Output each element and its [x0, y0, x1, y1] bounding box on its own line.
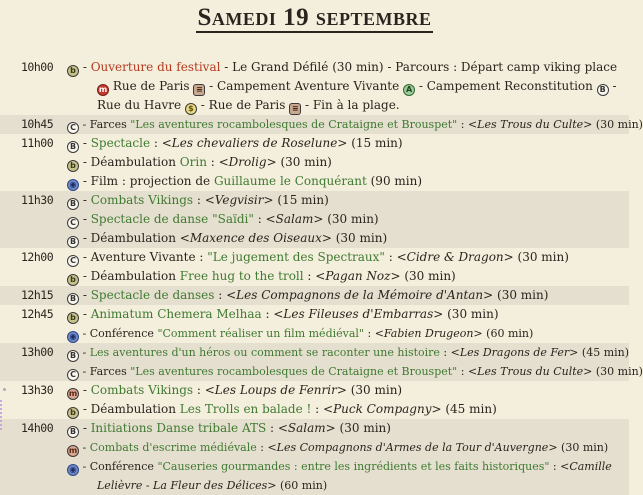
event-line	[0, 210, 629, 229]
event-line	[0, 115, 643, 134]
event-text: (15 min)	[273, 193, 329, 207]
event-text: :	[384, 250, 397, 264]
event-text: - Rue de Paris	[196, 98, 290, 112]
time-label: 10h00	[21, 60, 54, 74]
event-text: <Vegvisir>	[204, 193, 274, 207]
location-marker-icon: B	[67, 141, 79, 153]
event-text: :	[256, 441, 268, 454]
location-marker-icon: b	[67, 65, 79, 77]
event-text: <Les Dragons de Fer>	[450, 346, 579, 359]
event-text: :	[457, 365, 468, 378]
event-text: (30 min)	[331, 231, 388, 245]
event-line	[0, 229, 629, 248]
location-marker-icon: b	[67, 160, 79, 172]
event-text: <Camille Lelièvre - La Fleur des Délices>	[97, 460, 612, 492]
event-text: Les Trolls en balade !	[179, 402, 312, 416]
event-line	[0, 286, 629, 305]
event-text: - Conférence	[79, 327, 158, 340]
event-text: -	[79, 60, 91, 74]
event-text: Spectacle	[90, 136, 151, 150]
event-text: Initiations Danse tribale ATS	[90, 421, 267, 435]
decorative-dot	[3, 388, 6, 391]
event-text: - Déambulation	[79, 231, 180, 245]
location-marker-icon: b	[67, 312, 79, 324]
event-text: :	[193, 383, 205, 397]
location-marker-icon: C	[67, 255, 79, 267]
event-text: (30 min)	[592, 365, 643, 378]
event-text: Rue de Paris	[109, 79, 194, 93]
event-line	[0, 438, 629, 457]
event-text: Combats d'escrime médiévale	[89, 441, 257, 454]
time-label: 11h00	[21, 136, 54, 150]
event-text: (30 min)	[276, 155, 332, 169]
location-marker-icon: m	[98, 85, 108, 94]
event-line	[0, 305, 629, 324]
event-line	[0, 248, 629, 267]
event-line	[0, 324, 629, 343]
schedule-row	[0, 134, 629, 191]
event-text: "Les aventures rocambolesques de Crataigne et Brouspet"	[130, 118, 458, 131]
location-marker-icon: m	[68, 389, 78, 398]
event-text: :	[150, 136, 162, 150]
location-marker-icon: ≡	[289, 103, 301, 115]
location-marker-icon: B	[67, 350, 79, 362]
schedule-row	[0, 115, 643, 134]
event-text: -	[79, 346, 90, 359]
event-text: - Déambulation	[79, 402, 180, 416]
location-marker-icon: B	[67, 293, 79, 305]
location-marker-icon: C	[67, 369, 79, 381]
event-text: Spectacle de danses	[90, 288, 215, 302]
time-label: 13h30	[21, 383, 54, 397]
location-marker-icon: B	[67, 426, 79, 438]
event-text: -	[79, 193, 91, 207]
event-text: - Rue du Havre	[97, 79, 617, 112]
event-text: - Déambulation	[79, 155, 180, 169]
event-text: -	[79, 421, 91, 435]
event-text: (30 min)	[513, 250, 569, 264]
event-text: (30 min)	[335, 421, 391, 435]
event-line	[0, 153, 629, 172]
time-label: 13h00	[21, 345, 54, 359]
event-line	[0, 381, 629, 400]
event-line	[0, 172, 629, 191]
schedule-row	[0, 286, 629, 305]
event-text: -	[79, 212, 91, 226]
event-line	[0, 343, 629, 362]
decorative-border	[0, 400, 8, 430]
event-text: (15 min)	[347, 136, 403, 150]
event-text: <Les Loups de Fenrir>	[204, 383, 347, 397]
event-text: "Les aventures rocambolesques de Crataigne et Brouspet"	[130, 365, 458, 378]
time-label: 14h00	[21, 421, 54, 435]
location-marker-icon: C	[67, 217, 79, 229]
time-label: 11h30	[21, 193, 54, 207]
location-marker-icon: B	[67, 236, 79, 248]
event-text: - Déambulation	[79, 269, 180, 283]
event-text: :	[303, 269, 316, 283]
location-marker-icon: B	[67, 198, 79, 210]
schedule-row	[0, 191, 629, 248]
event-text: (60 min)	[482, 327, 534, 340]
event-text: - Aventure Vivante :	[79, 250, 208, 264]
event-text: (30 min)	[592, 118, 643, 131]
event-text: <Fabien Drugeon>	[374, 327, 483, 340]
event-text: <Salam>	[265, 212, 324, 226]
event-text: Ouverture du festival	[90, 60, 221, 74]
location-marker-icon: ≡	[193, 84, 205, 96]
event-text: :	[266, 421, 278, 435]
event-text: :	[253, 212, 266, 226]
event-text: <Les Compagnons de la Mémoire d'Antan>	[226, 288, 494, 302]
event-line	[0, 400, 629, 419]
event-text: <Les Trous du Culte>	[467, 365, 593, 378]
time-label: 12h45	[21, 307, 54, 321]
event-text: "Comment réaliser un film médiéval"	[157, 327, 364, 340]
location-marker-icon: b	[67, 274, 79, 286]
event-text: :	[457, 118, 468, 131]
event-text: - Farces	[79, 365, 131, 378]
location-marker-icon: $	[185, 103, 197, 115]
event-text: <Les Fileuses d'Embarras>	[273, 307, 444, 321]
event-text: Combats Vikings	[90, 383, 194, 397]
event-text: <Salam>	[277, 421, 336, 435]
event-line	[0, 419, 629, 438]
event-line	[0, 191, 629, 210]
event-text: :	[206, 155, 219, 169]
location-marker-icon: A	[403, 84, 415, 96]
event-text: (45 min)	[441, 402, 497, 416]
event-text: :	[364, 327, 375, 340]
event-text: <Cidre & Dragon>	[396, 250, 514, 264]
event-line	[0, 457, 629, 495]
event-text: "Le jugement des Spectraux"	[207, 250, 385, 264]
event-text: (30 min)	[323, 212, 379, 226]
location-marker-icon: m	[68, 446, 78, 455]
event-text: (30 min)	[557, 441, 609, 454]
event-line	[0, 134, 629, 153]
event-text: <Maxence des Oiseaux>	[179, 231, 332, 245]
schedule-row	[0, 248, 629, 286]
event-text: <Les chevaliers de Roselune>	[161, 136, 348, 150]
event-text: -	[79, 441, 90, 454]
event-text: :	[193, 193, 205, 207]
event-line	[0, 267, 629, 286]
location-marker-icon: ◉	[67, 331, 79, 343]
event-text: - Campement Aventure Vivante	[205, 79, 404, 93]
event-text: "Causeries gourmandes : entre les ingrédients et les faits historiques"	[157, 460, 550, 473]
event-text: Les aventures d'un héros ou comment se raconter une histoire	[89, 346, 440, 359]
event-text: :	[214, 288, 227, 302]
event-text: :	[261, 307, 274, 321]
event-text: :	[311, 402, 324, 416]
location-marker-icon: ◉	[67, 464, 79, 476]
event-text: :	[439, 346, 451, 359]
event-text: <Pagan Noz>	[315, 269, 401, 283]
event-text: (30 min)	[346, 383, 403, 397]
schedule-row	[0, 58, 629, 115]
event-text: Guillaume le Conquérant	[213, 174, 367, 188]
event-text: <Drolig>	[218, 155, 277, 169]
event-text: Orin	[179, 155, 207, 169]
event-line	[0, 58, 629, 115]
event-text: Animatum Chemera Melhaa	[90, 307, 262, 321]
event-text: (30 min)	[493, 288, 549, 302]
event-text: - Film : projection de	[79, 174, 214, 188]
event-text: <Les Trous du Culte>	[467, 118, 593, 131]
event-text: - Campement Reconstitution	[415, 79, 597, 93]
event-text: Combats Vikings	[90, 193, 194, 207]
event-text: - Fin à la plage.	[301, 98, 400, 112]
event-text: -	[79, 136, 91, 150]
event-text: (30 min)	[443, 307, 499, 321]
location-marker-icon: ◉	[67, 179, 79, 191]
event-text: <Puck Compagny>	[323, 402, 442, 416]
schedule-row	[0, 419, 629, 495]
event-text: Spectacle de danse "Saïdi"	[90, 212, 254, 226]
event-text: - Le Grand Défilé (30 min) - Parcours : Départ camp viking place	[220, 60, 618, 74]
page-title-text: Samedi 19 septembre	[197, 4, 432, 31]
event-text: (60 min)	[276, 479, 328, 492]
location-marker-icon: C	[67, 122, 79, 134]
event-text: (30 min)	[400, 269, 456, 283]
event-text: - Conférence	[79, 460, 158, 473]
schedule	[0, 58, 643, 495]
event-text: (90 min)	[366, 174, 423, 188]
event-line	[0, 362, 643, 381]
event-text: <Les Compagnons d'Armes de la Tour d'Auvergne>	[267, 441, 558, 454]
page-title	[0, 4, 629, 33]
event-text: (45 min)	[578, 346, 630, 359]
schedule-row	[0, 381, 629, 419]
event-text: - Farces	[79, 118, 131, 131]
event-text: -	[79, 383, 91, 397]
time-label: 12h00	[21, 250, 54, 264]
event-text: Free hug to the troll	[179, 269, 304, 283]
event-text: -	[79, 307, 91, 321]
event-text: :	[549, 460, 561, 473]
schedule-row	[0, 343, 643, 381]
schedule-row	[0, 305, 629, 343]
location-marker-icon: b	[67, 407, 79, 419]
time-label: 10h45	[21, 117, 54, 131]
event-text: -	[79, 288, 91, 302]
time-label: 12h15	[21, 288, 54, 302]
location-marker-icon: B	[597, 84, 609, 96]
